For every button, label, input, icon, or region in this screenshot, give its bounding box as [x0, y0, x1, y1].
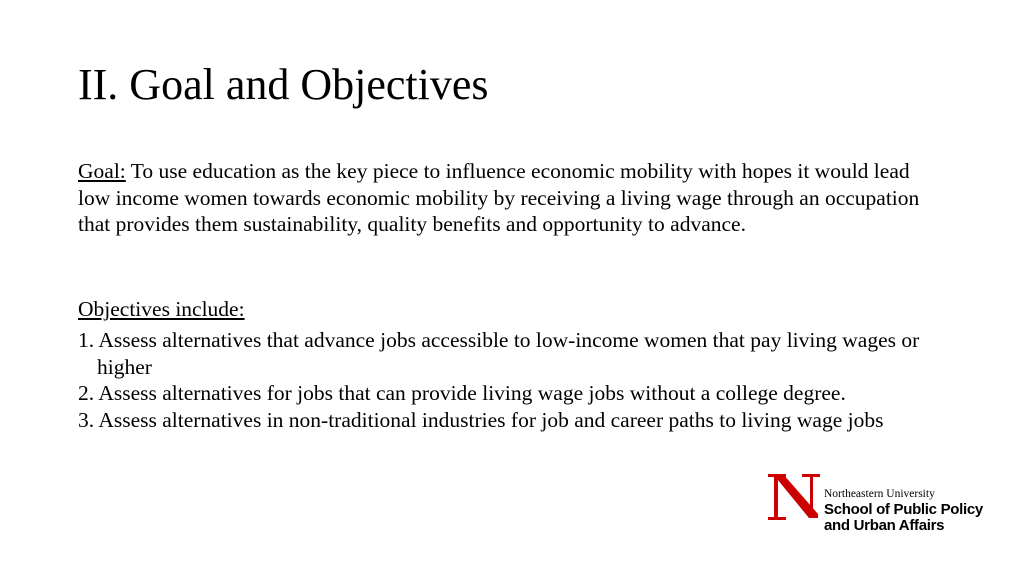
- goal-paragraph: [78, 158, 938, 238]
- goal-label: Goal:: [78, 159, 126, 183]
- list-item: 1. Assess alternatives that advance jobs accessible to low-income women that pay living wages or higher: [78, 328, 920, 379]
- slide-title: II. Goal and Objectives: [78, 60, 489, 109]
- school-name: [824, 502, 983, 534]
- university-name: Northeastern University: [824, 488, 935, 500]
- objectives-list: [78, 327, 928, 433]
- list-item: 3. Assess alternatives in non-traditional industries for job and career paths to living wage jobs: [78, 407, 884, 432]
- university-logo: [768, 474, 1008, 536]
- northeastern-n-icon: [768, 474, 822, 520]
- goal-text: To use education as the key piece to influence economic mobility with hopes it would lead low income women towards economic mobility by receiving a living wage through an occupation that provides them sustainability, quality benefits and opportunity to advance.: [78, 159, 920, 236]
- school-name-line2: and Urban Affairs: [824, 517, 945, 534]
- school-name-line1: School of Public Policy: [824, 501, 983, 518]
- list-item: 2. Assess alternatives for jobs that can provide living wage jobs without a college degree.: [78, 381, 846, 405]
- objectives-heading: Objectives include:: [78, 297, 245, 321]
